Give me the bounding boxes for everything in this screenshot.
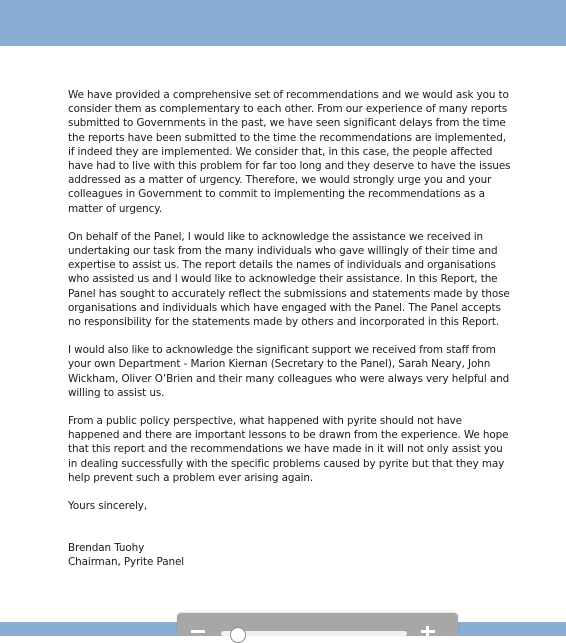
plus-icon[interactable] <box>421 626 435 636</box>
paragraph-4: From a public policy perspective, what happened with pyrite should not have happened and there are important lessons to be drawn from the experience. We hope that this report and the recommendations we have made in it will not only assist you in dealing successfully with the specific problems caused by pyrite but that they may help prevent such a problem ever arising again. <box>68 415 509 484</box>
signature-block <box>68 541 514 569</box>
paragraph-1: We have provided a comprehensive set of recommendations and we would ask you to consider them as complementary to each other. From our experience of many reports submitted to Governments in the past, we have seen significant delays from the time the reports have been submitted to the time the recommendations are implemented, if indeed they are implemented. We consider that, in this case, the people affected have had to live with this problem for far too long and they deserve to have the issues addressed as a matter of urgency. Therefore, we would strongly urge you and your colleagues in Government to commit to implementing the recommendations as a matter of urgency. <box>68 89 511 215</box>
zoom-control <box>177 613 458 636</box>
letter-body <box>68 88 514 584</box>
signature-title: Chairman, Pyrite Panel <box>68 556 185 569</box>
closing-text: Yours sincerely, <box>68 500 148 513</box>
viewer-top-bar <box>0 0 566 46</box>
zoom-slider-track[interactable] <box>221 631 407 636</box>
zoom-slider-thumb[interactable] <box>230 627 246 643</box>
minus-icon[interactable] <box>191 630 205 633</box>
paragraph-2: On behalf of the Panel, I would like to acknowledge the assistance we received in undertaking our task from the many individuals who gave willingly of their time and expertise to assist us. The report details the names of individuals and organisations who assisted us and I would like to acknowledge their assistance. In this Report, the Panel has sought to accurately reflect the submissions and statements made by those organisations and individuals which have engaged with the Panel. The Panel accepts no responsibility for the statements made by others and incorporated in this Report. <box>68 230 510 329</box>
paragraph-3: I would also like to acknowledge the significant support we received from staff from your own Department - Marion Kiernan (Secretary to the Panel), Sarah Neary, John Wickham, Oliver O’Brien and their many colleagues who were always very helpful and willing to assist us. <box>68 344 510 399</box>
signature-name: Brendan Tuohy <box>68 542 145 555</box>
